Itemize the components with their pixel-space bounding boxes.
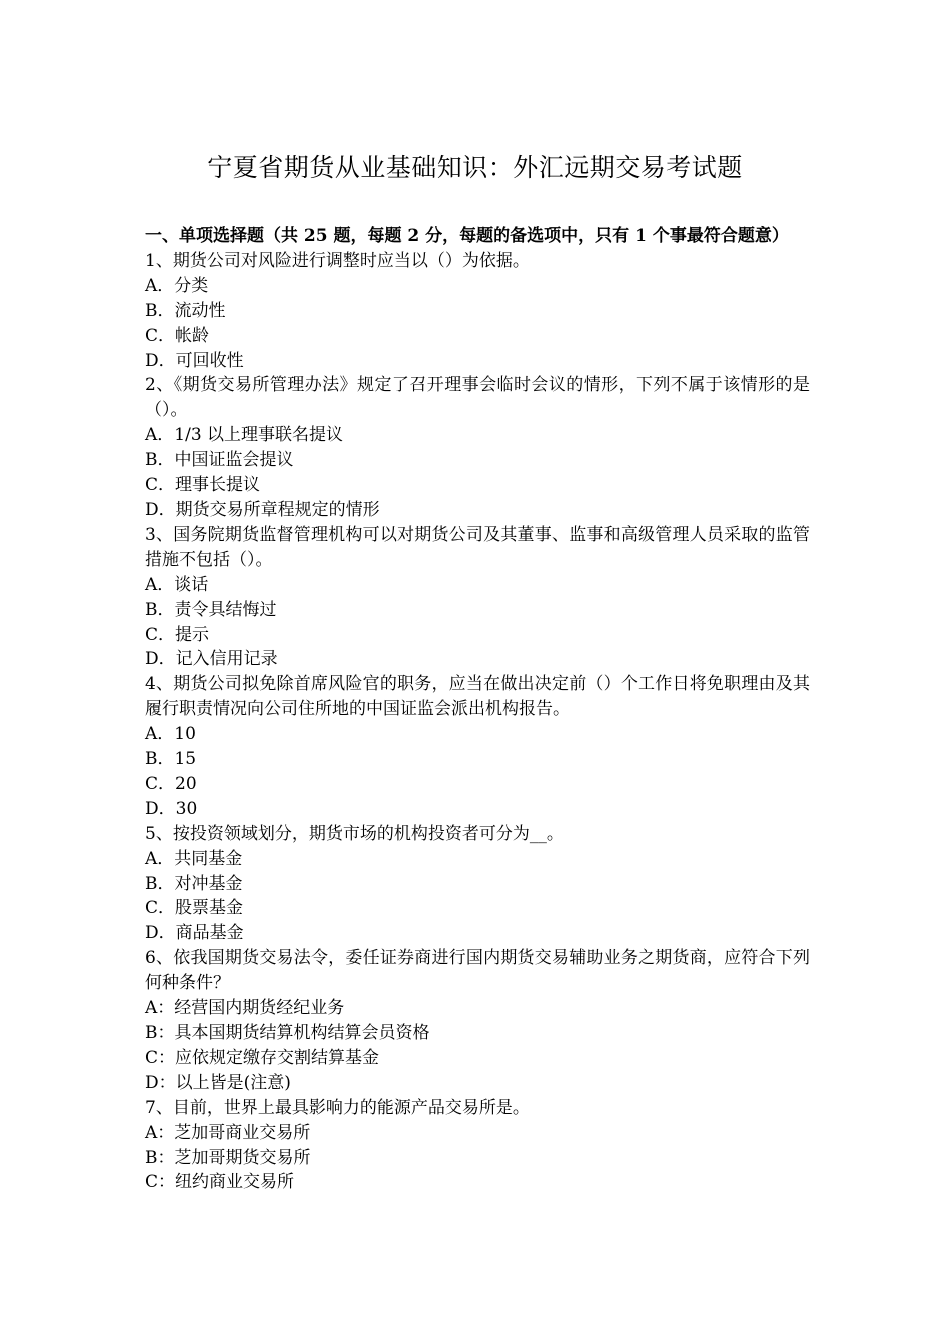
answer-option: B．责令具结悔过 xyxy=(145,599,277,620)
question-block xyxy=(145,672,810,821)
answer-option: D．可回收性 xyxy=(145,350,244,371)
question-text: 6、依我国期货交易法令，委任证券商进行国内期货交易辅助业务之期货商，应符合下列何种条件？ xyxy=(145,948,810,994)
answer-option: D．期货交易所章程规定的情形 xyxy=(145,499,380,520)
answer-option: B．15 xyxy=(145,749,197,770)
answer-option: A．分类 xyxy=(145,275,209,296)
question-text: 4、期货公司拟免除首席风险官的职务，应当在做出决定前（）个工作日将免职理由及其履行职责情况向公司住所地的中国证监会派出机构报告。 xyxy=(145,674,810,720)
answer-option: C：纽约商业交易所 xyxy=(145,1172,295,1193)
answer-option: C．帐龄 xyxy=(145,325,210,346)
answer-option: A．共同基金 xyxy=(145,848,243,869)
answer-option: C．提示 xyxy=(145,624,210,645)
answer-option: B．流动性 xyxy=(145,300,226,321)
question-text: 1、期货公司对风险进行调整时应当以（）为依据。 xyxy=(145,250,530,271)
document-title: 宁夏省期货从业基础知识：外汇远期交易考试题 xyxy=(207,153,743,182)
answer-option: B．中国证监会提议 xyxy=(145,450,294,471)
document-content xyxy=(145,224,810,1195)
answer-option: B．对冲基金 xyxy=(145,873,243,894)
question-text: 7、目前，世界上最具影响力的能源产品交易所是。 xyxy=(145,1097,530,1118)
answer-option: D．30 xyxy=(145,798,198,819)
section-header: 一、单项选择题（共 25 题，每题 2 分，每题的备选项中，只有 1 个事最符合题意） xyxy=(145,226,789,246)
answer-option: C．20 xyxy=(145,773,197,794)
question-block xyxy=(145,249,810,374)
question-text: 2、《期货交易所管理办法》规定了召开理事会临时会议的情形，下列不属于该情形的是（）。 xyxy=(145,375,810,421)
answer-option: D：以上皆是(注意) xyxy=(145,1072,291,1093)
question-block xyxy=(145,523,810,672)
question-block xyxy=(145,946,810,1095)
question-text: 3、国务院期货监督管理机构可以对期货公司及其董事、监事和高级管理人员采取的监管措施不包括（）。 xyxy=(145,524,810,570)
question-text: 5、按投资领域划分，期货市场的机构投资者可分为__。 xyxy=(145,823,564,844)
question-block xyxy=(145,373,810,522)
question-block xyxy=(145,822,810,947)
answer-option: A．谈话 xyxy=(145,574,209,595)
answer-option: A：芝加哥商业交易所 xyxy=(145,1122,311,1143)
answer-option: D．商品基金 xyxy=(145,923,244,944)
answer-option: C．理事长提议 xyxy=(145,475,261,496)
question-list xyxy=(145,249,810,1195)
answer-option: B：具本国期货结算机构结算会员资格 xyxy=(145,1023,430,1043)
answer-option: A．10 xyxy=(145,724,196,745)
answer-option: D．记入信用记录 xyxy=(145,649,278,670)
question-block xyxy=(145,1096,810,1196)
answer-option: A：经营国内期货经纪业务 xyxy=(145,998,345,1019)
answer-option: B：芝加哥期货交易所 xyxy=(145,1147,311,1168)
answer-option: C．股票基金 xyxy=(145,898,244,919)
answer-option: C：应依规定缴存交割结算基金 xyxy=(145,1047,380,1068)
answer-option: A．1/3 以上理事联名提议 xyxy=(145,425,344,446)
